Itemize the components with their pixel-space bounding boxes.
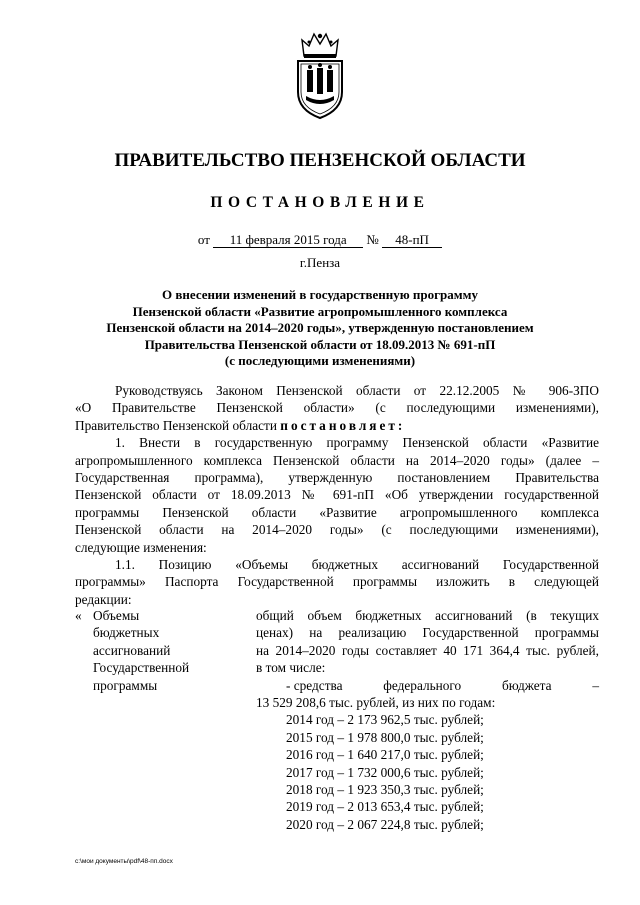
document-body (75, 382, 599, 608)
point-1-line: агропромышленного комплекса Пензенской области на 2014–2020 годы» (далее – (75, 452, 599, 468)
city: г.Пенза (299, 255, 341, 270)
right-cell-line: в том числе: (256, 660, 326, 676)
point-1-1-line: редакции: (75, 591, 132, 607)
preamble-line (75, 417, 599, 434)
year-amount: 2017 год – 1 732 000,6 тыс. рублей; (286, 764, 484, 780)
point-1-line: Пензенской области на 2014–2020 годы» (с последующими изменениями), (75, 522, 599, 538)
right-cell-line: ценах) на реализацию Государственной программы (256, 625, 599, 641)
title-line: Пензенской области на 2014–2020 годы», утвержденную постановлением (106, 320, 534, 336)
left-cell-line: Объемы (93, 608, 140, 623)
preamble-line: «О Правительстве Пензенской области» (с последующими изменениями), (75, 400, 599, 416)
year-amount: 2016 год – 1 640 217,0 тыс. рублей; (286, 747, 484, 763)
document-date: 11 февраля 2015 года (213, 233, 363, 248)
coat-of-arms-icon (292, 30, 348, 120)
preamble-line: Руководствуясь Законом Пензенской области от 22.12.2005 № 906-ЗПО (115, 383, 599, 398)
point-1-line: следующие изменения: (75, 539, 207, 555)
federal-word: – (592, 677, 599, 693)
left-cell-line: Государственной (93, 660, 190, 676)
preamble-subject: Правительство Пензенской области (75, 417, 277, 433)
document-title (0, 287, 640, 370)
point-1-line: Пензенской области от 18.09.2013 № 691-пП «Об утверждении государственной (75, 487, 599, 503)
document-number: 48-пП (382, 233, 442, 248)
point-1-line: Государственная программа), утвержденную постановлением Правительства (75, 470, 599, 486)
point-1-1-line: 1.1. Позицию «Объемы бюджетных ассигнований Государственной (115, 557, 599, 573)
left-cell-line: бюджетных (93, 625, 160, 641)
date-number-line (0, 232, 640, 248)
title-line: О внесении изменений в государственную программу (162, 287, 478, 302)
title-line: (с последующими изменениями) (224, 353, 416, 369)
resolve-verb: постановляет: (280, 417, 406, 433)
right-cell-line: общий объем бюджетных ассигнований (в текущих (256, 608, 599, 623)
point-1-1-line: программы» Паспорта Государственной программы изложить в следующей (75, 574, 599, 590)
organization-name: ПРАВИТЕЛЬСТВО ПЕНЗЕНСКОЙ ОБЛАСТИ (114, 150, 526, 171)
point-1-line: 1. Внести в государственную программу Пензенской области «Развитие (115, 435, 599, 451)
point-1-line: программы Пензенской области «Развитие агропромышленного комплекса (75, 504, 599, 520)
year-amount: 2019 год – 2 013 653,4 тыс. рублей; (286, 799, 484, 815)
yearly-amounts (256, 711, 599, 833)
document-type: ПОСТАНОВЛЕНИЕ (210, 194, 430, 211)
year-amount: 2020 год – 2 067 224,8 тыс. рублей; (286, 816, 484, 832)
open-quote: « (75, 608, 82, 623)
file-path-footer: c:\мои документы\pdf\48-пп.docx (75, 858, 173, 865)
federal-total: 13 529 208,6 тыс. рублей, из них по годам: (256, 695, 496, 711)
title-line: Пензенской области «Развитие агропромышленного комплекса (132, 303, 508, 319)
federal-budget-line (256, 677, 599, 694)
right-cell-line: на 2014–2020 годы составляет 40 171 364,4 тыс. рублей, (256, 642, 599, 658)
date-prefix: от (197, 232, 210, 247)
left-cell-line: программы (93, 677, 158, 693)
number-prefix: № (366, 232, 379, 247)
federal-word: федерального (383, 677, 462, 693)
left-cell-line: ассигнований (93, 642, 171, 658)
year-amount: 2015 год – 1 978 800,0 тыс. рублей; (286, 729, 484, 745)
title-line: Правительства Пензенской области от 18.09.2013 № 691-пП (144, 336, 496, 352)
year-amount: 2014 год – 2 173 962,5 тыс. рублей; (286, 712, 484, 728)
federal-word: - средства (286, 677, 343, 693)
year-amount: 2018 год – 1 923 350,3 тыс. рублей; (286, 782, 484, 798)
table-right-cell (256, 607, 599, 833)
federal-word: бюджета (501, 677, 552, 693)
